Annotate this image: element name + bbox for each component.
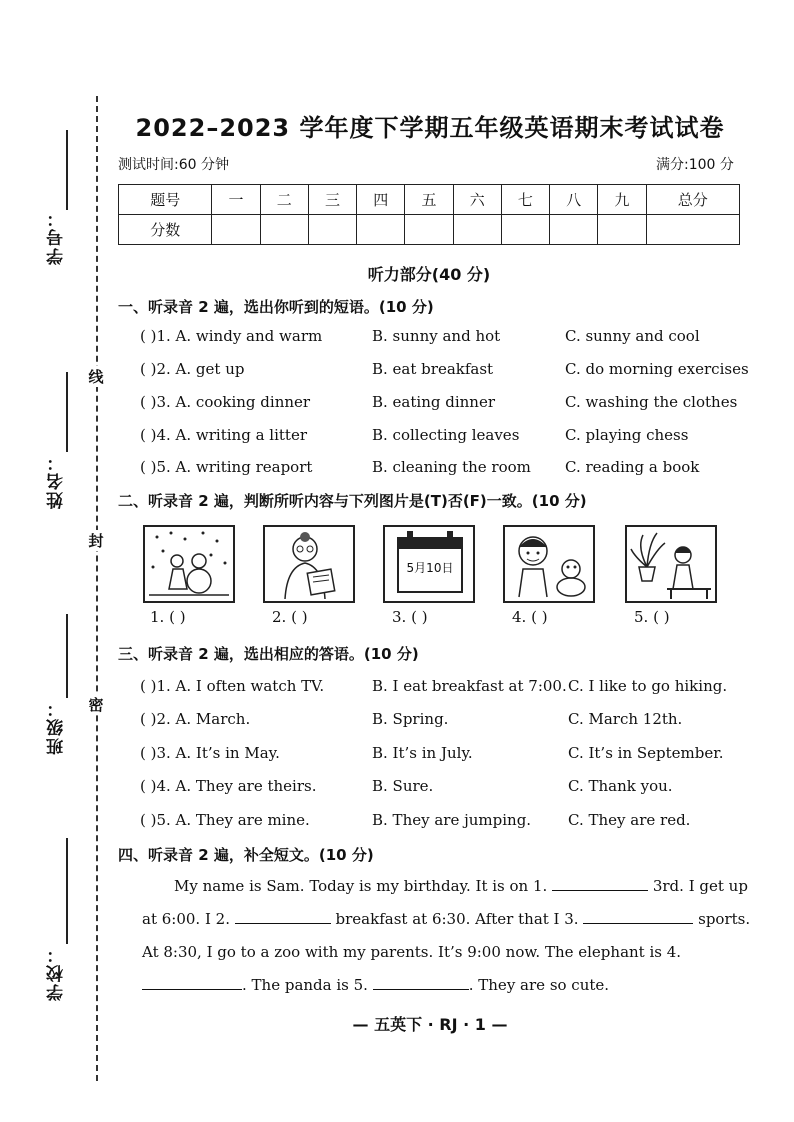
- blank-3[interactable]: [583, 909, 693, 924]
- test-time: 测试时间:60 分钟: [118, 157, 229, 173]
- table-cell: 三: [308, 185, 356, 215]
- option-b: B. collecting leaves: [372, 426, 520, 444]
- listening-heading: 听力部分(40 分): [367, 265, 491, 284]
- cloze-paragraph: [142, 870, 754, 1002]
- score-cell[interactable]: [260, 215, 308, 245]
- cloze-text: My name is Sam. Today is my birthday. It is on 1.: [174, 877, 548, 895]
- table-cell: 题号: [119, 185, 212, 215]
- score-table-score-row: [119, 215, 740, 245]
- score-table: [118, 184, 740, 245]
- table-cell: 二: [260, 185, 308, 215]
- picture-girl-plant: [625, 525, 717, 603]
- question-stem: ( )4. A. They are theirs.: [140, 777, 317, 795]
- picture-reading: [263, 525, 355, 603]
- seal-char-line: 线: [86, 366, 106, 387]
- picture-calendar: [383, 525, 475, 603]
- question-row: [140, 811, 750, 831]
- question-stem: ( )1. A. windy and warm: [140, 327, 323, 345]
- cloze-text: 3rd. I get up at 6:00. I 2.: [142, 877, 748, 928]
- question-row: [140, 710, 750, 730]
- picture-answer-5[interactable]: 5. ( ): [634, 608, 670, 626]
- school-label: 学校：: [47, 944, 67, 1001]
- score-cell[interactable]: [357, 215, 405, 245]
- seal-char-seal: 封: [86, 530, 106, 551]
- blank-4[interactable]: [142, 975, 242, 990]
- question-row: [140, 426, 750, 446]
- question-row: [140, 393, 750, 413]
- question-row: [140, 677, 750, 697]
- question-stem: ( )3. A. cooking dinner: [140, 393, 311, 411]
- option-b: B. I eat breakfast at 7:00.: [372, 677, 567, 695]
- question-stem: ( )2. A. March.: [140, 710, 251, 728]
- name-label: 姓名：: [47, 452, 67, 509]
- question-stem: ( )5. A. writing reaport: [140, 458, 313, 476]
- picture-snowman: [143, 525, 235, 603]
- question-stem: ( )2. A. get up: [140, 360, 245, 378]
- boy-dog-icon: [505, 527, 593, 601]
- option-c: C. March 12th.: [568, 710, 683, 728]
- page-footer: — 五英下 · RJ · 1 —: [352, 1015, 508, 1034]
- score-cell[interactable]: [212, 215, 260, 245]
- score-table-header-row: [119, 185, 740, 215]
- cloze-text: . The panda is 5.: [242, 976, 368, 994]
- blank-1[interactable]: [552, 876, 648, 891]
- section4-heading: 四、听录音 2 遍，补全短文。(10 分): [118, 846, 374, 864]
- table-cell: 五: [405, 185, 453, 215]
- picture-answer-4[interactable]: 4. ( ): [512, 608, 548, 626]
- blank-5[interactable]: [373, 975, 469, 990]
- cloze-text: sports. At 8:30, I go to a zoo with my parents. It’s 9:00 now. The elephant is 4.: [142, 910, 751, 961]
- snowman-icon: [145, 527, 233, 601]
- option-c: C. reading a book: [565, 458, 700, 476]
- option-b: B. Spring.: [372, 710, 449, 728]
- picture-boy-dog: [503, 525, 595, 603]
- score-cell[interactable]: [453, 215, 501, 245]
- table-cell: 分数: [119, 215, 212, 245]
- question-row: [140, 777, 750, 797]
- question-stem: ( )1. A. I often watch TV.: [140, 677, 325, 695]
- cloze-text: . They are so cute.: [468, 976, 610, 994]
- section1-heading: 一、听录音 2 遍，选出你听到的短语。(10 分): [118, 298, 434, 316]
- table-cell: 总分: [646, 185, 739, 215]
- score-cell[interactable]: [405, 215, 453, 245]
- option-b: B. cleaning the room: [372, 458, 531, 476]
- option-c: C. Thank you.: [568, 777, 673, 795]
- question-row: [140, 327, 750, 347]
- picture-answer-1[interactable]: 1. ( ): [150, 608, 186, 626]
- class-label: 班级：: [47, 698, 67, 755]
- section2-heading: 二、听录音 2 遍，判断所听内容与下列图片是(T)否(F)一致。(10 分): [118, 492, 587, 510]
- score-cell[interactable]: [646, 215, 739, 245]
- option-c: C. do morning exercises: [565, 360, 749, 378]
- student-id-line: [66, 130, 68, 210]
- question-stem: ( )5. A. They are mine.: [140, 811, 310, 829]
- option-c: C. playing chess: [565, 426, 689, 444]
- option-c: C. sunny and cool: [565, 327, 700, 345]
- option-b: B. Sure.: [372, 777, 434, 795]
- table-cell: 一: [212, 185, 260, 215]
- calendar-date: 5月10日: [406, 561, 454, 575]
- binding-dashed-line: [96, 96, 98, 1081]
- cloze-text: breakfast at 6:30. After that I 3.: [335, 910, 579, 928]
- seal-char-secret: 密: [86, 694, 106, 715]
- score-cell[interactable]: [308, 215, 356, 245]
- question-row: [140, 744, 750, 764]
- table-cell: 九: [598, 185, 646, 215]
- question-row: [140, 458, 750, 478]
- picture-answer-2[interactable]: 2. ( ): [272, 608, 308, 626]
- score-cell[interactable]: [598, 215, 646, 245]
- table-cell: 四: [357, 185, 405, 215]
- exam-title: 2022–2023 学年度下学期五年级英语期末考试试卷: [135, 114, 725, 142]
- option-b: B. eating dinner: [372, 393, 496, 411]
- student-id-label: 学号：: [47, 208, 67, 265]
- table-cell: 六: [453, 185, 501, 215]
- table-cell: 八: [550, 185, 598, 215]
- option-c: C. It’s in September.: [568, 744, 724, 762]
- class-line: [66, 614, 68, 698]
- table-cell: 七: [501, 185, 549, 215]
- option-b: B. sunny and hot: [372, 327, 501, 345]
- name-line: [66, 372, 68, 452]
- option-c: C. washing the clothes: [565, 393, 738, 411]
- option-b: B. It’s in July.: [372, 744, 473, 762]
- score-cell[interactable]: [501, 215, 549, 245]
- full-score: 满分:100 分: [656, 157, 734, 173]
- option-b: B. They are jumping.: [372, 811, 532, 829]
- girl-plant-icon: [627, 527, 715, 601]
- section3-heading: 三、听录音 2 遍，选出相应的答语。(10 分): [118, 645, 419, 663]
- score-cell[interactable]: [550, 215, 598, 245]
- calendar-icon: [397, 537, 463, 593]
- question-stem: ( )4. A. writing a litter: [140, 426, 307, 444]
- question-row: [140, 360, 750, 380]
- blank-2[interactable]: [235, 909, 331, 924]
- picture-answer-3[interactable]: 3. ( ): [392, 608, 428, 626]
- question-stem: ( )3. A. It’s in May.: [140, 744, 280, 762]
- reading-person-icon: [265, 527, 353, 601]
- school-line: [66, 838, 68, 944]
- option-b: B. eat breakfast: [372, 360, 494, 378]
- option-c: C. I like to go hiking.: [568, 677, 728, 695]
- option-c: C. They are red.: [568, 811, 691, 829]
